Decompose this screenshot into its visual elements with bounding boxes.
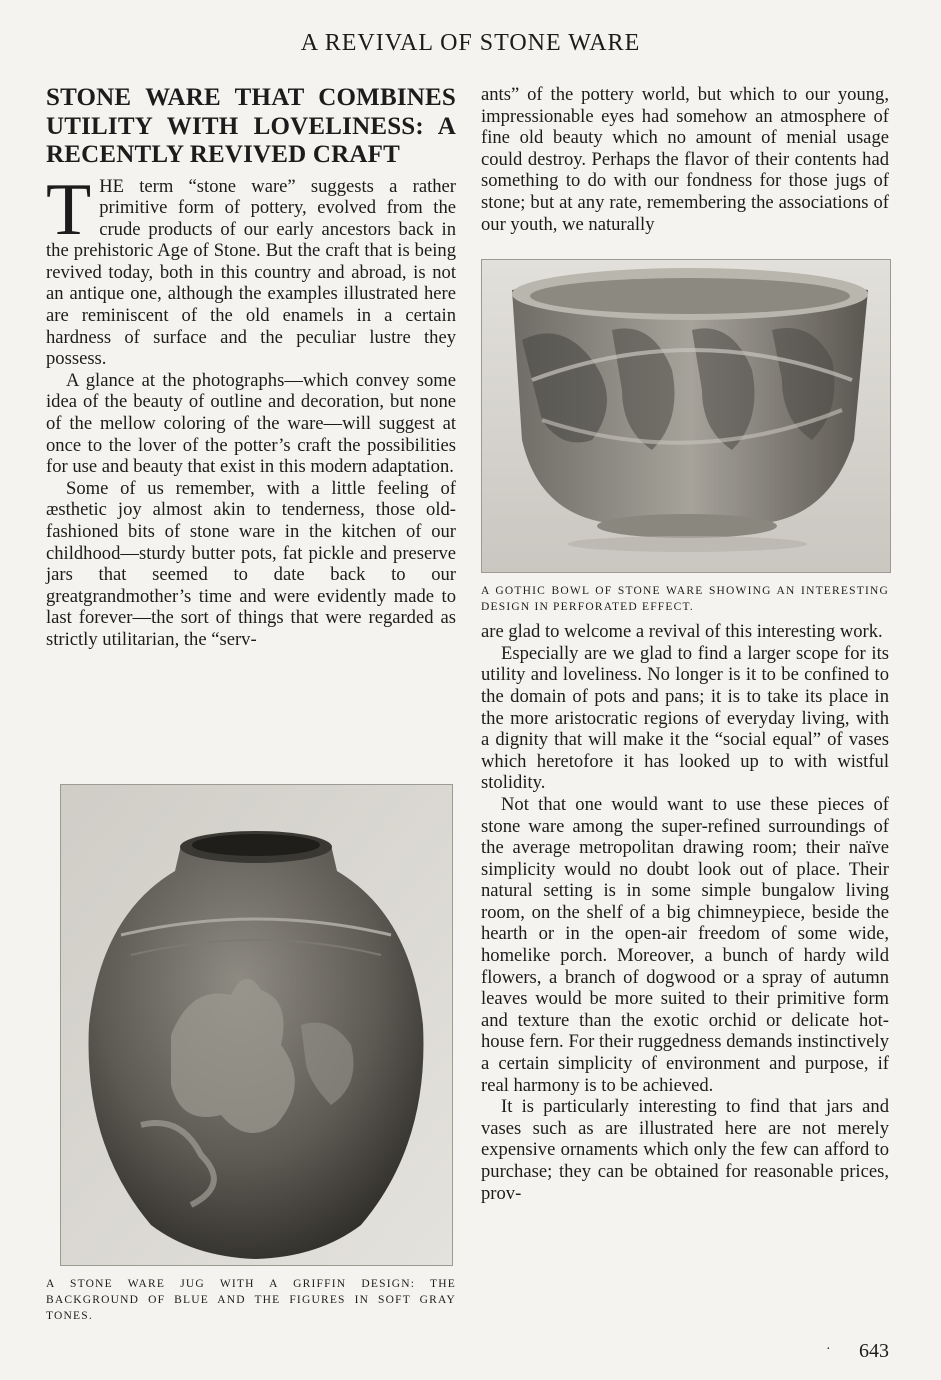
paragraph-1 <box>46 168 456 370</box>
paragraph-3-part-2: ants” of the pottery world, but which to our young, impressionable eyes had somehow an atmosphere of fine old beauty which no amount of menial usage could destroy. Perhaps the flavor of their contents had something to do with our fondness for those jugs of stone; but at any rate, remembering the associations of our youth, we naturally <box>481 84 889 235</box>
bowl-caption: A GOTHIC BOWL OF STONE WARE SHOWING AN INTERESTING DESIGN IN PERFORATED EFFECT. <box>481 585 889 614</box>
jug-photograph <box>60 784 453 1266</box>
griffin-jug-image <box>61 785 452 1265</box>
paragraph-4: Especially are we glad to find a larger scope for its utility and loveliness. No longer is it to be confined to the domain of pots and pans; it is to take its place in the more aristocratic regions of everyday living, with a dignity that will make it the “social equal” of vases which heretofore it has looked up to with wistful stolidity. <box>481 642 889 794</box>
article-title: STONE WARE THAT COMBINES UTILITY WITH LOVELINESS: A RECENTLY REVIVED CRAFT <box>46 84 456 168</box>
paragraph-5: Not that one would want to use these pieces of stone ware among the super-refined surroundings of the average metropolitan drawing room; their naïve simplicity would no doubt look out of place. Their natural setting is in some simple bungalow living room, on the shelf of a big chimneypiece, beside the hearth or in the open-air freedom of some wide, homelike porch. Moreover, a bunch of hardy wild flowers, a branch of dogwood or a spray of autumn leaves would be more suited to their primitive form and texture than the exotic orchid or delicate hot-house fern. For their ruggedness demands instinctively a certain simplicity of environment and purpose, if real harmony is to be achieved. <box>481 793 889 1096</box>
jug-caption: A STONE WARE JUG WITH A GRIFFIN DESIGN: THE BACKGROUND OF BLUE AND THE FIGURES IN SOFT GRAY TONES. <box>46 1278 456 1322</box>
left-column <box>46 84 456 651</box>
paragraph-1-text: HE term “stone ware” suggests a rather primitive form of pottery, evolved from the crude products of our early ancestors back in the prehistoric Age of Stone. But the craft that is being revived today, both in this country and abroad, is not an antique one, although the examples illustrated here are reminiscent of the old enamels in a certain hardness of surface and the peculiar lustre they possess. <box>46 175 456 370</box>
paragraph-2: A glance at the photographs—which convey some idea of the beauty of outline and decoration, but none of the mellow coloring of the ware—will suggest at once to the lover of the potter’s craft the possibilities for use and beauty that exist in this modern adaptation. <box>46 369 456 478</box>
paragraph-3-part-1: Some of us remember, with a little feeling of æsthetic joy almost akin to tenderness, those old-fashioned bits of stone ware in the kitchen of our childhood—sturdy butter pots, fat pickle and preserve jars that seemed to date back to our greatgrandmother’s time and were evidently made to last forever—the sort of things that were regarded as strictly utilitarian, the “serv- <box>46 477 456 650</box>
drop-cap: T <box>46 168 92 251</box>
paragraph-3-part-3: are glad to welcome a revival of this interesting work. <box>481 621 883 643</box>
running-title: A REVIVAL OF STONE WARE <box>300 30 641 56</box>
paragraph-6: It is particularly interesting to find that jars and vases such as are illustrated here are not merely expensive ornaments which only the few can afford to purchase; they can be obtained for reasonable prices, prov- <box>481 1096 889 1204</box>
page-number: 643 <box>859 1340 889 1362</box>
gothic-bowl-image <box>482 260 890 572</box>
page-dot: · <box>826 1342 831 1357</box>
right-column <box>481 84 889 1204</box>
bowl-photograph <box>481 259 891 573</box>
